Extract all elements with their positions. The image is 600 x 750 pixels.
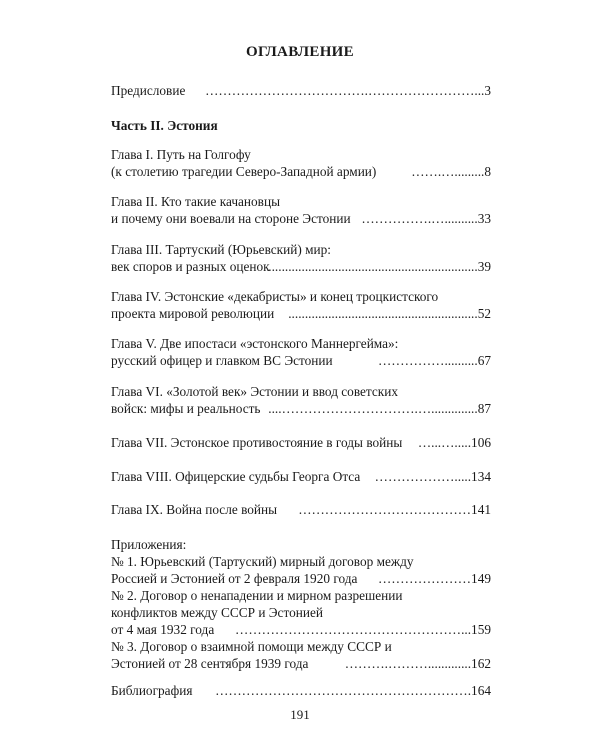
toc-entry-appendix-2-line-1 xyxy=(111,587,491,604)
toc-entry-text: № 2. Договор о ненападении и мирном разрешении xyxy=(111,588,403,603)
toc-entry-text: русский офицер и главком ВС Эстонии xyxy=(111,353,333,368)
toc-entry-leader: ....………………………….…..............87 xyxy=(268,401,491,416)
page-number: 191 xyxy=(290,707,310,722)
toc-entry-text: Глава IV. Эстонские «декабристы» и конец троцкистского xyxy=(111,289,439,304)
toc-entry-appendix-1-line-1 xyxy=(111,553,491,570)
toc-entry-chapter-7 xyxy=(111,434,491,451)
toc-entry-chapter-2-line-2 xyxy=(111,210,491,227)
toc-entry-text: Глава IX. Война после войны xyxy=(111,502,278,517)
toc-entry-text: Глава VII. Эстонское противостояние в годы войны xyxy=(111,435,403,450)
toc-entry-text: войск: мифы и реальность xyxy=(111,401,261,416)
toc-entry-text: Глава I. Путь на Голгофу xyxy=(111,147,251,162)
toc-entry-text: Глава V. Две ипостаси «эстонского Маннергейма»: xyxy=(111,336,399,351)
toc-appendices-heading xyxy=(111,536,491,553)
toc-entry-text: конфликтов между СССР и Эстонией xyxy=(111,605,323,620)
toc-entry-leader: …………………………………141 xyxy=(298,502,491,517)
toc-entry-leader: …...….....106 xyxy=(417,435,491,450)
toc-entry-chapter-9 xyxy=(111,501,491,518)
toc-title: ОГЛАВЛЕНИЕ xyxy=(246,44,354,60)
toc-entry-chapter-3-line-1 xyxy=(111,241,491,258)
toc-entry-text: № 3. Договор о взаимной помощи между СССР и xyxy=(111,639,392,654)
toc-entry-text: (к столетию трагедии Северо-Западной армии) xyxy=(111,164,377,179)
toc-part-heading xyxy=(111,117,491,134)
toc-entry-text: Предисловие xyxy=(111,83,186,98)
toc-entry-chapter-1-line-2 xyxy=(111,163,491,180)
toc-entry-text: Глава VIII. Офицерские судьбы Георга Отса xyxy=(111,469,361,484)
toc-entry-leader: …………….…..........33 xyxy=(361,211,491,226)
toc-entry-leader: …………………149 xyxy=(377,571,491,586)
toc-entry-chapter-4-line-2 xyxy=(111,305,491,322)
toc-entry-appendix-1-line-2 xyxy=(111,570,491,587)
toc-entry-text: от 4 мая 1932 года xyxy=(111,622,215,637)
toc-entry-text: Россией и Эстонией от 2 февраля 1920 года xyxy=(111,571,358,586)
toc-entry-chapter-5-line-1 xyxy=(111,335,491,352)
toc-entry-chapter-2-line-1 xyxy=(111,193,491,210)
toc-entry-text: Глава II. Кто такие качановцы xyxy=(111,194,281,209)
toc-entry-chapter-3-line-2 xyxy=(111,258,491,275)
toc-entry-leader: ……….……….............162 xyxy=(344,656,491,671)
toc-entry-text: Глава VI. «Золотой век» Эстонии и ввод советских xyxy=(111,384,399,399)
toc-entry-text: проекта мировой революции xyxy=(111,306,275,321)
toc-entry-leader: ……………………………………………...159 xyxy=(235,622,491,637)
toc-entry-text: Приложения: xyxy=(111,537,187,552)
toc-entry-chapter-5-line-2 xyxy=(111,352,491,369)
toc-entry-leader: .........................................................52 xyxy=(288,306,491,321)
toc-entry-chapter-1-line-1 xyxy=(111,146,491,163)
toc-entry-chapter-8 xyxy=(111,468,491,485)
toc-entry-appendix-2-line-3 xyxy=(111,621,491,638)
toc-entry-text: № 1. Юрьевский (Тартуский) мирный договор между xyxy=(111,554,414,569)
toc-entry-leader: ……………..........67 xyxy=(377,353,491,368)
toc-entry-text: Глава III. Тартуский (Юрьевский) мир: xyxy=(111,242,331,257)
toc-entry-leader: …….….........8 xyxy=(411,164,491,179)
toc-entry-chapter-4-line-1 xyxy=(111,288,491,305)
toc-entry-text: Часть II. Эстония xyxy=(111,118,218,133)
toc-entry-bibliography xyxy=(111,682,491,699)
toc-entry-appendix-3-line-2 xyxy=(111,655,491,672)
toc-entry-text: век споров и разных оценок xyxy=(111,259,270,274)
toc-entry-appendix-2-line-2 xyxy=(111,604,491,621)
toc-entry-appendix-3-line-1 xyxy=(111,638,491,655)
toc-entry-chapter-6-line-1 xyxy=(111,383,491,400)
toc-entry-leader: ……………….....134 xyxy=(374,469,491,484)
toc-entry-text: Эстонией от 28 сентября 1939 года xyxy=(111,656,309,671)
toc-entry-foreword xyxy=(111,82,491,99)
toc-entry-text: Библиография xyxy=(111,683,193,698)
toc-entry-text: и почему они воевали на стороне Эстонии xyxy=(111,211,351,226)
toc-entry-leader: ……………………………….……………………...3 xyxy=(205,83,491,98)
toc-entry-leader: ...............................................................39 xyxy=(268,259,491,274)
toc-entry-leader: ………………………………………………….164 xyxy=(215,683,491,698)
toc-entry-chapter-6-line-2 xyxy=(111,400,491,417)
